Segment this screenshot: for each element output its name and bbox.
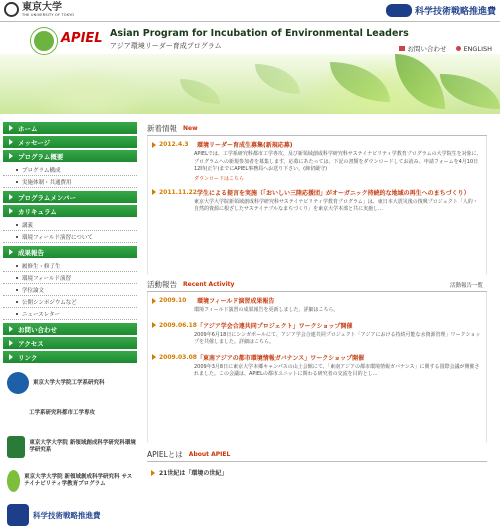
arrow-right-icon xyxy=(152,298,156,304)
leaf-shape xyxy=(330,62,390,102)
university-seal-icon xyxy=(4,2,19,17)
arrow-right-icon xyxy=(152,322,156,328)
jst-mark-icon xyxy=(386,4,412,17)
nav-curriculum[interactable]: カリキュラム xyxy=(3,205,137,217)
arrow-right-icon xyxy=(9,125,13,131)
bullet-icon xyxy=(16,169,18,171)
activity-item: 2009.06.18 「アジア学会合連共同プロジェクト」ワークショップ開催 2009年6月18日にシンガポールにて、アジア学会合連共同プロジェクト「アジアにおける持続可能な水資源管理」ワークショップを共催しました。詳細はこちら。 xyxy=(152,321,482,347)
news-title-link[interactable]: 環境リーダー育成生募集(新規応募) xyxy=(197,142,293,149)
activity-item: 2009.03.08 「東南アジアの都市環境情報ガバナンス」ワークショップ開催 2009年3月8日に東京大学本郷キャンパスの山上会館にて、「東南アジアの都市環境情報ガバナンス」に関する国際会議が開催されました。この会議は、APIELの都市ユニットに関わる研究者の交流を目的とし… xyxy=(152,353,482,379)
sub-students[interactable]: 履修生・修了生 xyxy=(3,260,137,272)
nav-contact[interactable]: お問い合わせ xyxy=(3,323,137,335)
activity-title-link[interactable]: 「東南アジアの都市環境情報ガバナンス」ワークショップ開催 xyxy=(197,354,365,362)
jst-name: 科学技術戦略推進費 xyxy=(414,7,496,17)
banner-jst[interactable]: 科学技術戦略推進費 xyxy=(3,501,137,529)
bullet-icon xyxy=(16,313,18,315)
apiel-wordmark: APIEL xyxy=(61,31,103,46)
bullet-icon xyxy=(16,277,18,279)
globe-icon xyxy=(456,46,461,51)
contact-link[interactable]: お問い合わせ xyxy=(399,44,446,53)
nav-links[interactable]: リンク xyxy=(3,351,137,363)
sub-field-report[interactable]: 環境フィールド演習 xyxy=(3,272,137,284)
arrow-right-icon xyxy=(152,189,156,195)
activity-list xyxy=(147,292,487,442)
arrow-right-icon xyxy=(152,142,156,148)
news-list xyxy=(147,136,487,274)
header xyxy=(0,22,500,114)
banner-urban[interactable]: 工学系研究科都市工学専攻 xyxy=(29,409,96,416)
sub-lectures[interactable]: 講義 xyxy=(3,219,137,231)
sub-symposium[interactable]: 公開シンポジウムなど xyxy=(3,296,137,308)
arrow-right-icon xyxy=(9,249,13,255)
about-heading: APIELとは About APIEL xyxy=(147,448,487,462)
banner-frontier[interactable]: 東京大学大学院 新領域創成科学研究科環境学研究系 xyxy=(3,433,137,461)
frontier-logo-icon xyxy=(7,436,25,458)
top-bar xyxy=(0,0,500,22)
arrow-right-icon xyxy=(152,354,156,360)
activity-more-link[interactable]: 活動報告一覧 xyxy=(449,282,483,289)
nav-program-members[interactable]: プログラムメンバー xyxy=(3,191,137,203)
university-sub: THE UNIVERSITY OF TOKYO xyxy=(22,12,75,17)
apiel-emblem-icon xyxy=(31,28,57,54)
english-link[interactable]: ENGLISH xyxy=(456,44,492,53)
leaf-shape xyxy=(440,74,500,109)
bullet-icon xyxy=(16,289,18,291)
program-subtitle: アジア環境リーダー育成プログラム xyxy=(110,42,222,50)
arrow-right-icon xyxy=(9,208,13,214)
arrow-right-icon xyxy=(9,326,13,332)
nav-program-overview[interactable]: プログラム概要 xyxy=(3,150,137,162)
main xyxy=(137,122,487,529)
news-item: 2012.4.3 環境リーダー育成生募集(新規応募) APIELでは、工学系研究科都市工学専攻、及び新領域創成科学研究科サステイナビリティ学教育プログラムの大学院生を対象に、プログラムへの新規参加者を募集します。応募にあたっては、下記の書類をダウンロードしてお読み、申請フォームを4月10日12時(正午)までにAPIEL事務局へお送り下さい。(締切厳守) ダウンロードはこちら xyxy=(152,140,482,182)
university-logo[interactable] xyxy=(4,2,74,17)
sidebar xyxy=(0,122,137,529)
jst-logo-icon xyxy=(7,504,29,526)
news-title-link[interactable]: 学生による提言を実施（「おいしい三陸応援団」がオーガニック持続的な地域の再生へのまちづくり） xyxy=(197,189,470,197)
bullet-icon xyxy=(16,236,18,238)
leaf-banner xyxy=(0,54,500,114)
bullet-icon xyxy=(16,224,18,226)
arrow-right-icon xyxy=(151,470,155,476)
jst-logo[interactable] xyxy=(386,4,496,17)
leaf-shape xyxy=(255,64,300,94)
bullet-icon xyxy=(16,181,18,183)
apiel-logo[interactable] xyxy=(31,28,103,54)
news-item: 2011.11.22 学生による提言を実施（「おいしい三陸応援団」がオーガニック持続的な地域の再生へのまちづくり） 東京大学大学院新領域創成科学研究科サステイナビリティ学教育プログラム」は、東日本大震災後の復興プロジェクト「人的・自然的資源に根ざしたサステイナブルなまちづくり」を東京大学本部と共に実施し… xyxy=(152,188,482,214)
content-wrap xyxy=(0,114,500,529)
activity-item: 2009.10 環境フィールド演習成果報告 環境フィールド演習の成果報告を更新しました。詳細はこちら。 xyxy=(152,296,482,315)
sub-field-exercise[interactable]: 環境フィールド演習について xyxy=(3,231,137,243)
activity-title-link[interactable]: 環境フィールド演習成果報告 xyxy=(197,298,275,305)
nav-results[interactable]: 成果報告 xyxy=(3,246,137,258)
sub-program-structure[interactable]: プログラム構成 xyxy=(3,164,137,176)
nav-access[interactable]: アクセス xyxy=(3,337,137,349)
bullet-icon xyxy=(16,265,18,267)
arrow-right-icon xyxy=(9,139,13,145)
mail-icon xyxy=(399,46,405,51)
leaf-shape xyxy=(180,79,220,104)
arrow-right-icon xyxy=(9,194,13,200)
arrow-right-icon xyxy=(9,340,13,346)
university-name: 東京大学 xyxy=(22,1,62,13)
header-links xyxy=(399,44,492,53)
activity-heading: 活動報告 Recent Activity 活動報告一覧 xyxy=(147,278,487,292)
sustainability-logo-icon xyxy=(7,470,20,492)
banner-engineering[interactable]: 東京大学大学院工学系研究科 xyxy=(3,369,137,397)
sub-theses[interactable]: 学位論文 xyxy=(3,284,137,296)
about-item[interactable]: 21世紀は「環境の世紀」 xyxy=(147,462,487,483)
news-heading: 新着情報 New xyxy=(147,122,487,136)
sub-implementation[interactable]: 実施体制・共通費用 xyxy=(3,176,137,188)
nav-home[interactable]: ホーム xyxy=(3,122,137,134)
nav-message[interactable]: メッセージ xyxy=(3,136,137,148)
program-title: Asian Program for Incubation of Environmental Leaders xyxy=(110,28,409,39)
activity-title-link[interactable]: 「アジア学会合連共同プロジェクト」ワークショップ開催 xyxy=(197,322,353,330)
banner-sustainability[interactable]: 東京大学大学院 新領域創成科学研究科 サステイナビリティ学教育プログラム xyxy=(3,467,137,495)
download-link[interactable]: ダウンロードはこちら xyxy=(194,175,245,182)
leaf-shape xyxy=(395,54,445,109)
engineering-logo-icon xyxy=(7,372,29,394)
bullet-icon xyxy=(16,301,18,303)
sub-newsletter[interactable]: ニュースレター xyxy=(3,308,137,320)
arrow-right-icon xyxy=(9,354,13,360)
arrow-right-icon xyxy=(9,153,13,159)
